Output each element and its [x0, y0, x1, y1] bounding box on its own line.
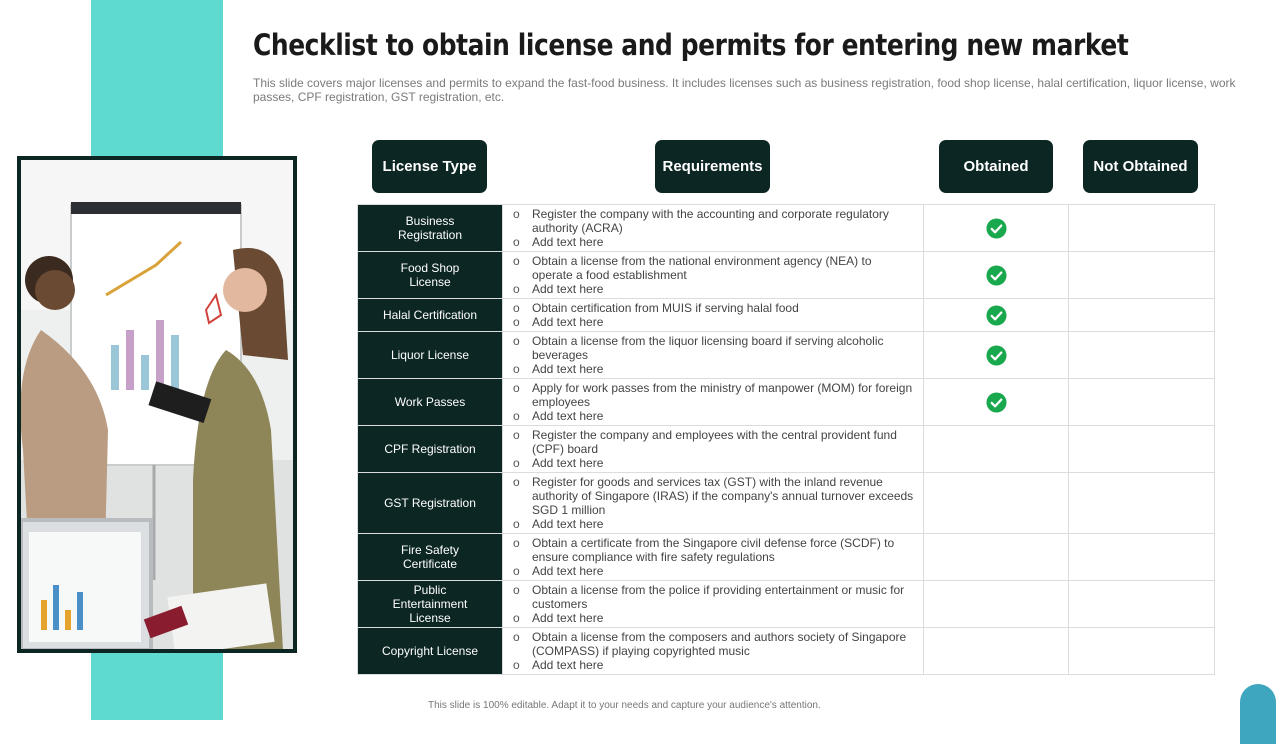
license-type-label: Liquor License	[390, 348, 470, 362]
requirements-cell	[503, 581, 924, 628]
requirement-placeholder[interactable]: o Add text here	[513, 282, 915, 296]
license-type-cell	[358, 299, 503, 332]
requirement-placeholder[interactable]: o Add text here	[513, 235, 915, 249]
requirements-cell	[503, 379, 924, 426]
not-obtained-cell[interactable]	[1069, 581, 1215, 628]
license-type-label: CPF Registration	[384, 442, 476, 456]
obtained-cell[interactable]	[924, 205, 1069, 252]
requirement-placeholder[interactable]: o Add text here	[513, 362, 915, 376]
requirement-item: o Obtain certification from MUIS if serving halal food	[513, 301, 915, 315]
table-row	[358, 534, 1215, 581]
header-license-type: License Type	[372, 140, 487, 193]
obtained-cell[interactable]	[924, 332, 1069, 379]
license-type-cell	[358, 426, 503, 473]
not-obtained-cell[interactable]	[1069, 628, 1215, 675]
license-type-cell	[358, 581, 503, 628]
license-type-cell	[358, 628, 503, 675]
header-not-obtained: Not Obtained	[1083, 140, 1198, 193]
requirement-item: o Obtain a certificate from the Singapore civil defense force (SCDF) to ensure compliance with fire safety regulations	[513, 536, 915, 564]
requirements-cell	[503, 628, 924, 675]
license-type-label: Halal Certification	[382, 308, 478, 322]
check-circle-icon	[986, 345, 1007, 366]
check-circle-icon	[986, 305, 1007, 326]
table-row	[358, 473, 1215, 534]
table-row	[358, 252, 1215, 299]
license-type-label: Business Registration	[397, 214, 463, 242]
not-obtained-cell[interactable]	[1069, 473, 1215, 534]
obtained-cell[interactable]	[924, 534, 1069, 581]
license-checklist-table	[357, 204, 1215, 675]
table-row	[358, 205, 1215, 252]
page-title: Checklist to obtain license and permits for entering new market	[253, 28, 1129, 62]
not-obtained-cell[interactable]	[1069, 332, 1215, 379]
obtained-cell[interactable]	[924, 628, 1069, 675]
license-type-cell	[358, 332, 503, 379]
obtained-cell[interactable]	[924, 299, 1069, 332]
page-subtitle: This slide covers major licenses and permits to expand the fast-food business. It includes licenses such as business registration, food shop license, halal certification, liquor license, work passes, CPF registration, GST registration, etc.	[253, 76, 1236, 104]
header-requirements: Requirements	[655, 140, 770, 193]
requirement-placeholder[interactable]: o Add text here	[513, 517, 915, 531]
table-row	[358, 426, 1215, 473]
requirements-cell	[503, 332, 924, 379]
requirements-cell	[503, 534, 924, 581]
table-row	[358, 628, 1215, 675]
requirement-item: o Obtain a license from the liquor licensing board if serving alcoholic beverages	[513, 334, 915, 362]
license-type-cell	[358, 473, 503, 534]
requirements-cell	[503, 252, 924, 299]
requirement-item: o Register the company with the accounting and corporate regulatory authority (ACRA)	[513, 207, 915, 235]
license-type-cell	[358, 252, 503, 299]
requirements-cell	[503, 426, 924, 473]
meeting-photo	[17, 156, 297, 653]
table-row	[358, 299, 1215, 332]
not-obtained-cell[interactable]	[1069, 379, 1215, 426]
license-type-cell	[358, 205, 503, 252]
license-type-label: Public Entertainment License	[392, 583, 468, 625]
requirement-placeholder[interactable]: o Add text here	[513, 456, 915, 470]
not-obtained-cell[interactable]	[1069, 205, 1215, 252]
requirements-cell	[503, 205, 924, 252]
not-obtained-cell[interactable]	[1069, 299, 1215, 332]
license-type-label: Food Shop License	[400, 261, 460, 289]
table-row	[358, 581, 1215, 628]
obtained-cell[interactable]	[924, 252, 1069, 299]
license-type-label: Copyright License	[381, 644, 479, 658]
footer-note: This slide is 100% editable. Adapt it to your needs and capture your audience's attention.	[428, 700, 821, 711]
requirement-item: o Obtain a license from the police if providing entertainment or music for customers	[513, 583, 915, 611]
requirement-placeholder[interactable]: o Add text here	[513, 315, 915, 329]
decorative-corner-shape	[1240, 684, 1276, 744]
not-obtained-cell[interactable]	[1069, 426, 1215, 473]
obtained-cell[interactable]	[924, 581, 1069, 628]
requirement-item: o Register for goods and services tax (GST) with the inland revenue authority of Singapore (IRAS) if the company's annual turnover exceeds SGD 1 million	[513, 475, 915, 517]
requirement-item: o Obtain a license from the composers and authors society of Singapore (COMPASS) if playing copyrighted music	[513, 630, 915, 658]
license-type-label: Fire Safety Certificate	[400, 543, 460, 571]
check-circle-icon	[986, 392, 1007, 413]
requirements-cell	[503, 473, 924, 534]
license-type-cell	[358, 379, 503, 426]
requirement-item: o Obtain a license from the national environment agency (NEA) to operate a food establishment	[513, 254, 915, 282]
not-obtained-cell[interactable]	[1069, 252, 1215, 299]
table-row	[358, 379, 1215, 426]
table-row	[358, 332, 1215, 379]
license-type-cell	[358, 534, 503, 581]
requirement-placeholder[interactable]: o Add text here	[513, 409, 915, 423]
requirements-cell	[503, 299, 924, 332]
check-circle-icon	[986, 265, 1007, 286]
license-type-label: Work Passes	[394, 395, 466, 409]
obtained-cell[interactable]	[924, 473, 1069, 534]
check-circle-icon	[986, 218, 1007, 239]
obtained-cell[interactable]	[924, 426, 1069, 473]
requirement-item: o Register the company and employees with the central provident fund (CPF) board	[513, 428, 915, 456]
requirement-placeholder[interactable]: o Add text here	[513, 658, 915, 672]
header-obtained: Obtained	[939, 140, 1053, 193]
obtained-cell[interactable]	[924, 379, 1069, 426]
requirement-placeholder[interactable]: o Add text here	[513, 564, 915, 578]
requirement-item: o Apply for work passes from the ministry of manpower (MOM) for foreign employees	[513, 381, 915, 409]
not-obtained-cell[interactable]	[1069, 534, 1215, 581]
license-type-label: GST Registration	[384, 496, 476, 510]
requirement-placeholder[interactable]: o Add text here	[513, 611, 915, 625]
